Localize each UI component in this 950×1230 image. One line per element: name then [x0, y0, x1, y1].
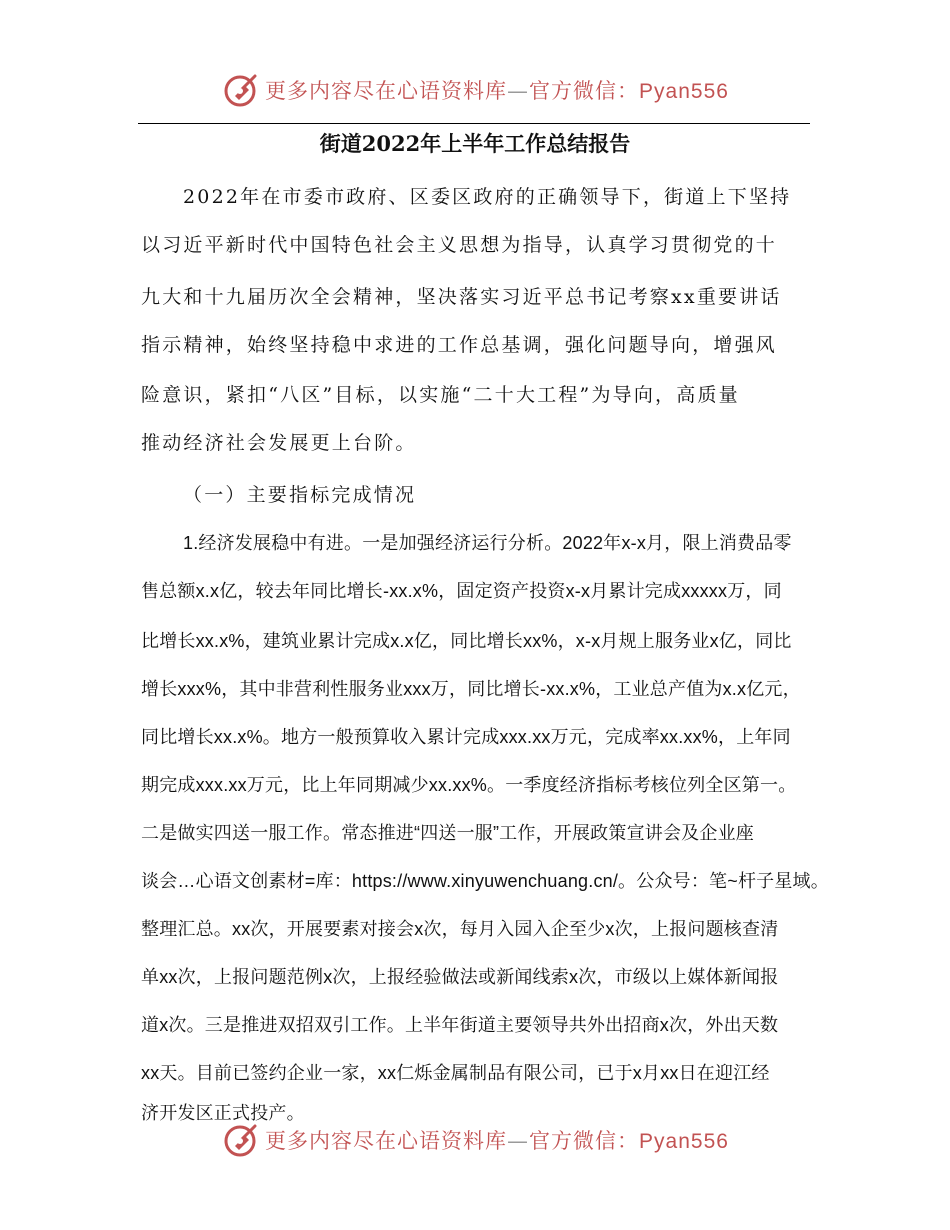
footer-banner-text: [265, 1125, 729, 1155]
footer-brand-text: 更多内容尽在心语资料库: [265, 1129, 508, 1153]
body-line: xx天。目前已签约企业一家，xx仁烁金属制品有限公司，已于x月xx日在迎江经: [141, 1063, 770, 1083]
body-line: 售总额x.x亿，较去年同比增长-xx.x%，固定资产投资x-x月累计完成xxxxx万，同: [141, 581, 782, 601]
header-brand-text: 更多内容尽在心语资料库: [265, 79, 508, 103]
header-separator: —: [507, 79, 530, 103]
header-banner: [0, 68, 950, 112]
header-rule: [138, 123, 810, 124]
footer-banner: [0, 1118, 950, 1162]
body-line: 二是做实四送一服工作。常态推进“四送一服”工作，开展政策宣讲会及企业座: [141, 823, 754, 843]
footer-wechat-label: 官方微信：: [529, 1129, 640, 1153]
header-wechat-label: 官方微信：: [529, 79, 640, 103]
header-wechat-id: Pyan556: [639, 80, 729, 103]
body-line: 期完成xxx.xx万元，比上年同期减少xx.xx%。一季度经济指标考核位列全区第一。: [141, 775, 797, 795]
body-line: 整理汇总。xx次，开展要素对接会x次，每月入园入企至少x次，上报问题核查清: [141, 919, 779, 939]
footer-wechat-id: Pyan556: [639, 1130, 729, 1153]
footer-separator: —: [507, 1129, 530, 1153]
header-banner-text: [265, 75, 729, 105]
body-line: 1.经济发展稳中有进。一是加强经济运行分析。2022年x-x月，限上消费品零: [183, 533, 792, 553]
intro-line: 险意识，紧扣“八区”目标，以实施“二十大工程”为导向，高质量: [141, 384, 740, 406]
body-line: 单xx次，上报问题范例x次，上报经验做法或新闻线索x次，市级以上媒体新闻报: [141, 967, 779, 987]
intro-line: 九大和十九届历次全会精神，坚决落实习近平总书记考察xx重要讲话: [141, 286, 782, 308]
body-line: 同比增长xx.x%。地方一般预算收入累计完成xxx.xx万元，完成率xx.xx%，上年同: [141, 727, 791, 747]
intro-line: 2022年在市委市政府、区委区政府的正确领导下，街道上下坚持: [183, 186, 792, 208]
section-heading: （一）主要指标完成情况: [183, 484, 417, 506]
body-line: 济开发区正式投产。: [141, 1103, 305, 1123]
intro-line: 指示精神，始终坚持稳中求进的工作总基调，强化问题导向，增强风: [141, 334, 778, 356]
body-line: 比增长xx.x%，建筑业累计完成x.x亿，同比增长xx%，x-x月规上服务业x亿，同比: [141, 631, 792, 651]
body-line: 谈会…心语文创素材=库：https://www.xinyuwenchuang.cn/。公众号：笔~杆子星域。: [141, 871, 829, 891]
document-title: 街道2022年上半年工作总结报告: [319, 131, 631, 156]
pen-logo-icon: [221, 70, 261, 110]
pen-logo-icon: [221, 1120, 261, 1160]
body-line: 道x次。三是推进双招双引工作。上半年街道主要领导共外出招商x次，外出天数: [141, 1015, 779, 1035]
body-line: 增长xxx%，其中非营利性服务业xxx万，同比增长-xx.x%，工业总产值为x.x亿元，: [141, 679, 801, 699]
intro-line: 以习近平新时代中国特色社会主义思想为指导，认真学习贯彻党的十: [141, 234, 778, 256]
intro-line: 推动经济社会发展更上台阶。: [141, 432, 417, 454]
